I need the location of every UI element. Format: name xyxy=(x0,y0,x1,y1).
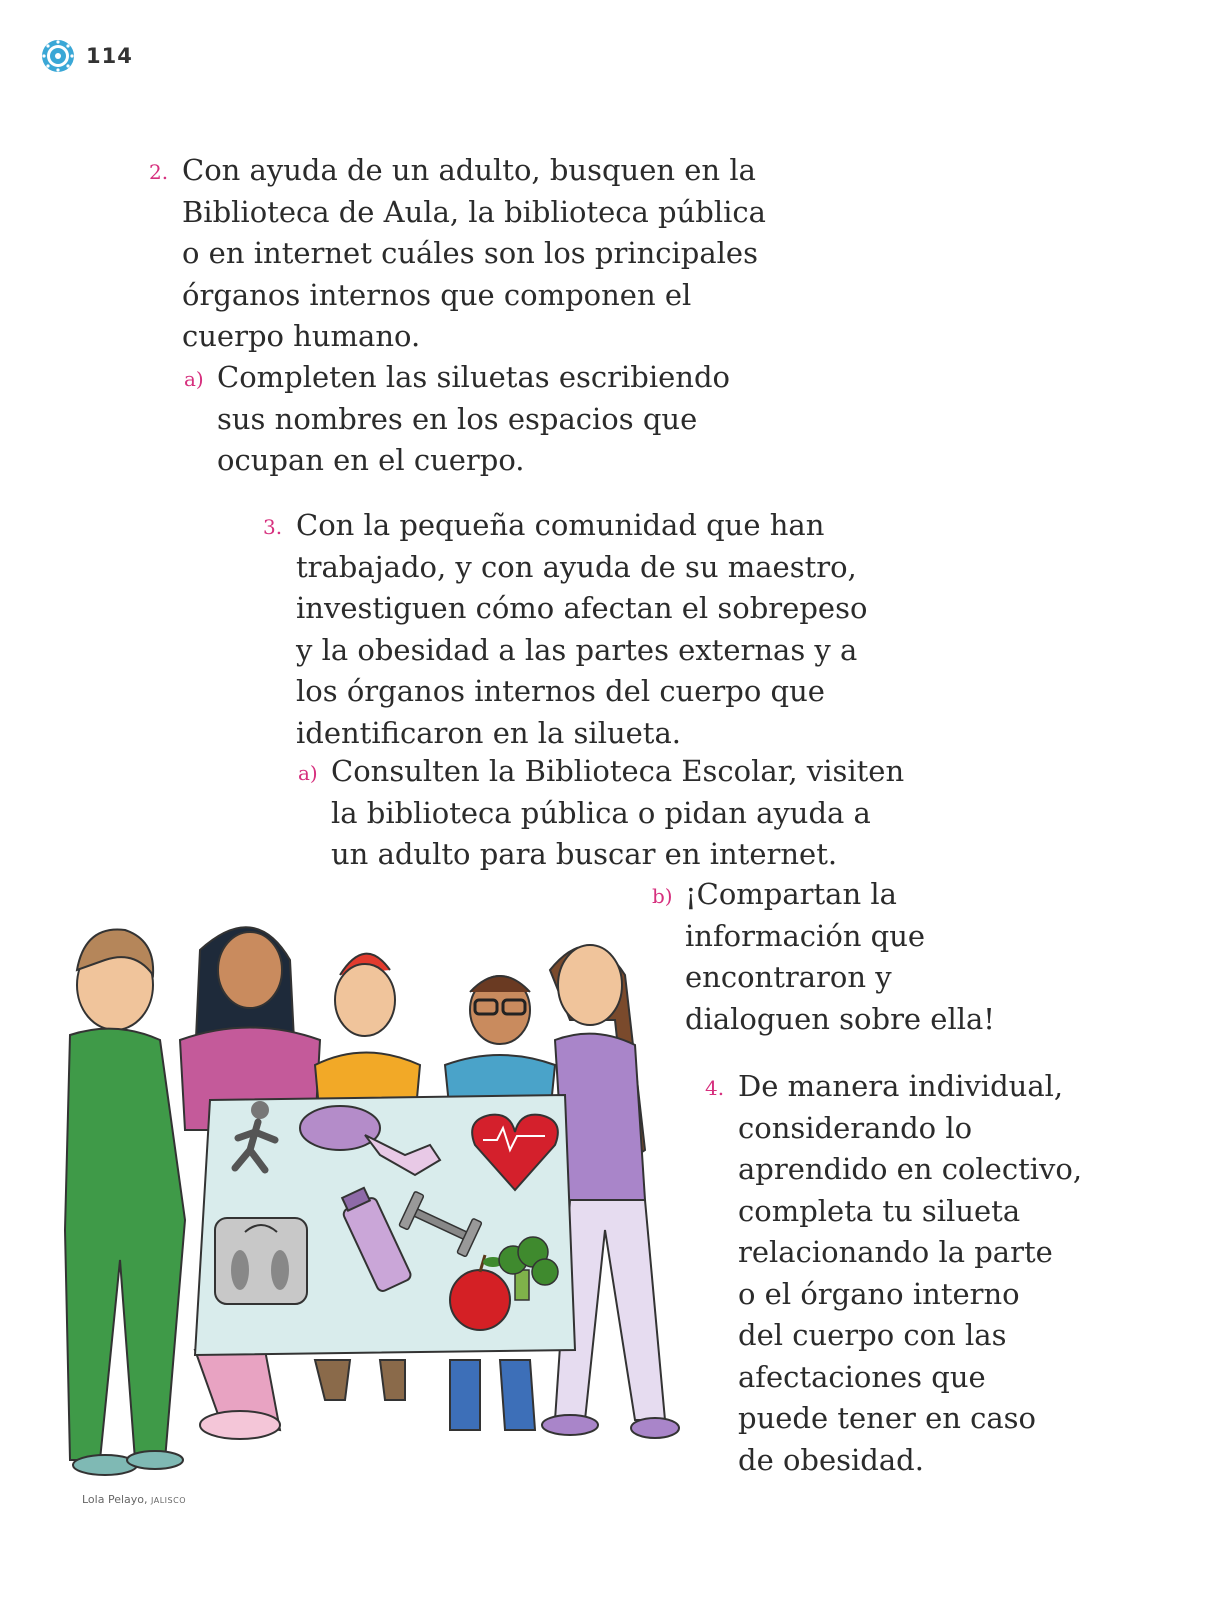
item-3b xyxy=(652,874,995,1040)
item-2a xyxy=(184,357,730,482)
item-3a-line: Consulten la Biblioteca Escolar, visiten xyxy=(331,754,905,788)
child-green-figure xyxy=(65,930,185,1476)
item-2a-line: Completen las siluetas escribiendo xyxy=(217,360,730,394)
item-2-line: cuerpo humano. xyxy=(182,319,421,353)
illustration-credit xyxy=(82,1493,186,1506)
health-poster xyxy=(195,1095,575,1355)
sun-badge-icon xyxy=(40,38,76,74)
item-3a-line: un adulto para buscar en internet. xyxy=(331,837,838,871)
item-4-line: del cuerpo con las xyxy=(738,1318,1007,1352)
item-3b-line: dialoguen sobre ella! xyxy=(685,1001,995,1036)
item-3-line: los órganos internos del cuerpo que xyxy=(296,674,825,708)
item-3b-marker: b) xyxy=(652,884,673,908)
item-3a-line: la biblioteca pública o pidan ayuda a xyxy=(331,795,871,830)
item-4-number: 4. xyxy=(705,1076,725,1100)
item-3-line: trabajado, y con ayuda de su maestro, xyxy=(296,549,857,584)
item-4-line: aprendido en colectivo, xyxy=(738,1152,1083,1186)
item-2-line: Biblioteca de Aula, la biblioteca pública xyxy=(182,194,766,229)
item-4-line: considerando lo xyxy=(738,1110,973,1145)
item-3a-marker: a) xyxy=(298,761,318,785)
page-header xyxy=(40,38,133,74)
item-4-line: afectaciones que xyxy=(738,1359,986,1394)
item-2a-line: ocupan en el cuerpo. xyxy=(217,443,525,477)
item-2a-marker: a) xyxy=(184,367,204,391)
item-2-line: órganos internos que componen el xyxy=(182,277,692,312)
item-4-line: de obesidad. xyxy=(738,1442,924,1477)
item-4-line: puede tener en caso xyxy=(738,1401,1037,1435)
item-4 xyxy=(705,1066,1083,1481)
item-2-line: o en internet cuáles son los principales xyxy=(182,236,758,270)
item-4-line: completa tu silueta xyxy=(738,1193,1021,1228)
item-3a xyxy=(298,751,905,876)
page-number: 114 xyxy=(86,44,133,68)
scale-icon xyxy=(215,1218,307,1304)
item-3-number: 3. xyxy=(263,515,283,539)
credit-artist: Lola Pelayo, xyxy=(82,1493,148,1506)
item-3b-line: ¡Compartan la xyxy=(685,877,897,911)
item-3b-line: información que xyxy=(685,918,926,953)
item-3b-line: encontraron y xyxy=(685,960,892,994)
item-4-line: o el órgano interno xyxy=(738,1276,1020,1311)
item-4-line: De manera individual, xyxy=(738,1069,1064,1103)
item-3-line: Con la pequeña comunidad que han xyxy=(296,508,825,542)
item-3 xyxy=(263,505,868,754)
item-2-line: Con ayuda de un adulto, busquen en la xyxy=(182,153,756,187)
item-2a-line: sus nombres en los espacios que xyxy=(217,401,698,436)
item-3-line: identificaron en la silueta. xyxy=(296,715,681,750)
item-2 xyxy=(149,150,766,358)
item-4-line: relacionando la parte xyxy=(738,1235,1053,1269)
item-3-line: y la obesidad a las partes externas y a xyxy=(296,632,858,667)
item-3-line: investiguen cómo afectan el sobrepeso xyxy=(296,591,868,625)
children-poster-illustration xyxy=(45,900,705,1490)
item-2-number: 2. xyxy=(149,160,169,184)
credit-state: JALISCO xyxy=(151,1496,186,1505)
